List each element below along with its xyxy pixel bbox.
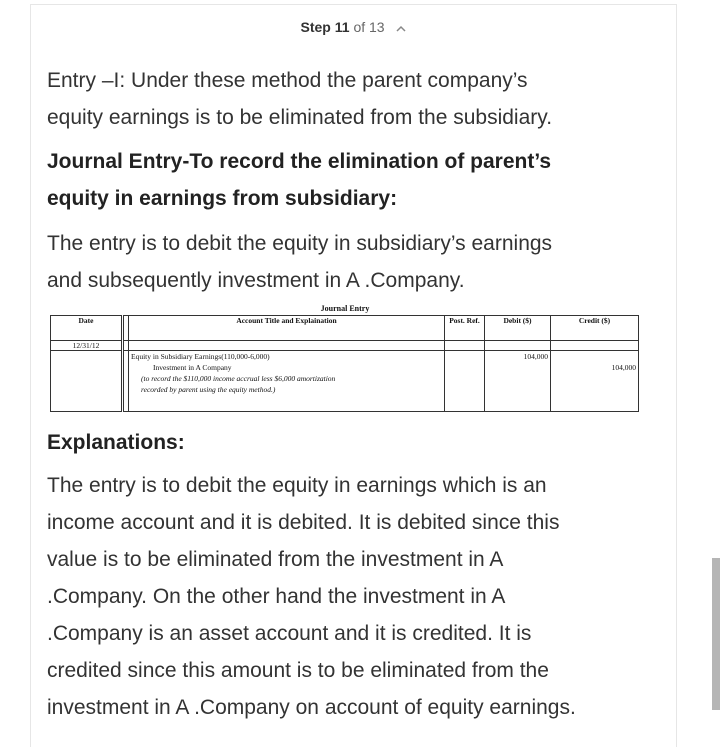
explanation-line: income account and it is debited. It is debited since this (47, 511, 560, 534)
desc-line: and subsequently investment in A .Company. (47, 269, 465, 292)
date-cell (51, 351, 123, 412)
journal-title: Journal Entry (320, 304, 370, 313)
col-post-ref: Post. Ref. (445, 316, 485, 341)
step-label: Step (300, 19, 331, 35)
col-account: Account Title and Explaination (129, 316, 445, 341)
entry-description (47, 225, 647, 299)
credit-amount: 104,000 (611, 363, 636, 372)
entry-note: recorded by parent using the equity method.) (141, 385, 276, 394)
explanation-paragraph (47, 467, 647, 726)
intro-paragraph (47, 62, 647, 136)
explanation-line: .Company is an asset account and it is credited. It is (47, 622, 532, 645)
col-credit: Credit ($) (551, 316, 639, 341)
explanation-line: investment in A .Company on account of equity earnings. (47, 696, 576, 719)
explanation-line: credited since this amount is to be eliminated from the (47, 659, 549, 682)
intro-line: Entry –I: Under these method the parent company’s (47, 69, 528, 92)
journal-entry-table-image (50, 304, 640, 411)
scrollbar[interactable] (712, 558, 720, 710)
col-date: Date (51, 316, 123, 341)
explanation-line: value is to be eliminated from the investment in A (47, 548, 504, 571)
explanation-line: .Company. On the other hand the investment in A (47, 585, 506, 608)
post-ref-cell (445, 351, 485, 412)
explanations-heading: Explanations: (47, 431, 185, 454)
entry-date: 12/31/12 (51, 341, 123, 351)
heading-line: Journal Entry-To record the elimination of parent’s (47, 150, 552, 173)
step-navigator[interactable] (31, 19, 676, 41)
chevron-up-icon[interactable] (396, 20, 406, 36)
debit-account: Equity in Subsidiary Earnings(110,000-6,000) (131, 352, 270, 361)
desc-line: The entry is to debit the equity in subsidiary’s earnings (47, 232, 553, 255)
step-total: of 13 (353, 19, 385, 35)
debit-amount-cell (485, 351, 551, 412)
col-debit: Debit ($) (485, 316, 551, 341)
post-cell (445, 341, 485, 351)
credit-cell (551, 341, 639, 351)
step-current: 11 (334, 19, 350, 35)
intro-line: equity earnings is to be eliminated from the subsidiary. (47, 106, 553, 129)
credit-amount-cell (551, 351, 639, 412)
heading-line: equity in earnings from subsidiary: (47, 187, 398, 210)
debit-cell (485, 341, 551, 351)
debit-amount: 104,000 (523, 352, 548, 361)
journal-entry-heading (47, 143, 647, 217)
explanation-line: The entry is to debit the equity in earnings which is an (47, 474, 547, 497)
entry-note: (to record the $110,000 income accrual less $6,000 amortization (141, 374, 336, 383)
entry-accounts (129, 351, 445, 412)
credit-account: Investment in A Company (153, 363, 232, 372)
account-cell (129, 341, 445, 351)
journal-table (50, 315, 639, 412)
